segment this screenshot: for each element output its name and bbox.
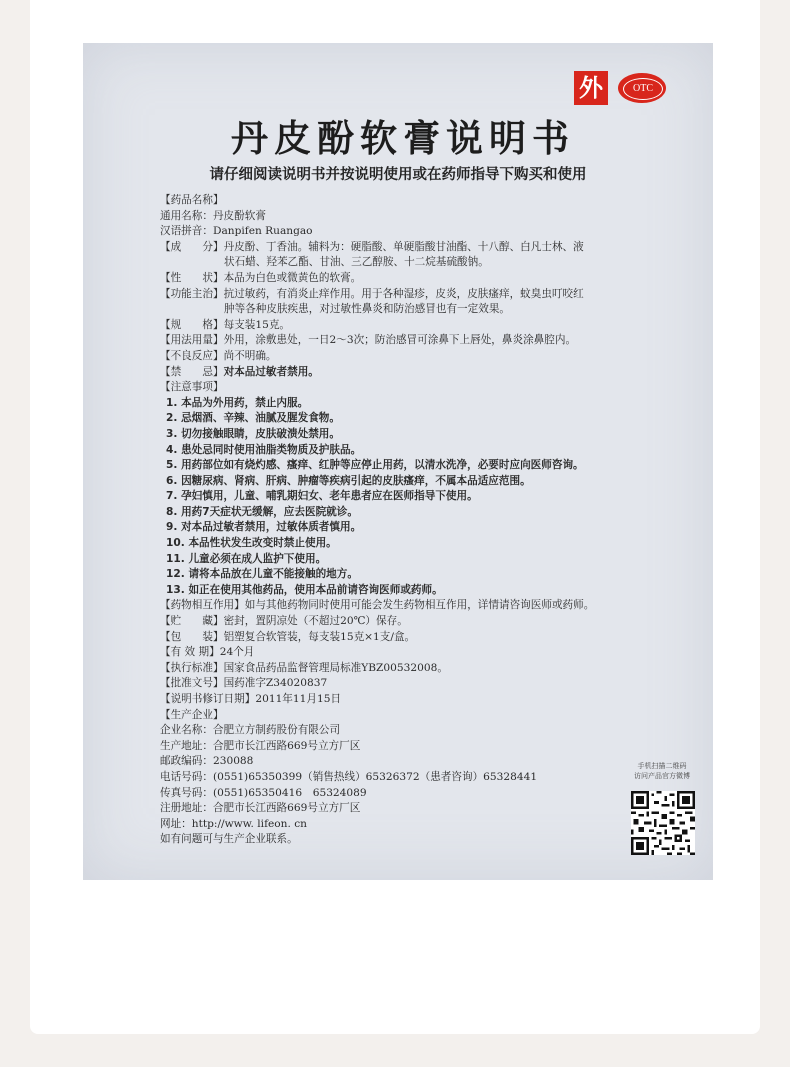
section-header-approval: 【批准文号】 <box>160 677 224 690</box>
manufacturer-line: 企业名称：合肥立方制药股份有限公司 <box>160 724 341 737</box>
ingredients-line-1: 丹皮酚、丁香油。辅料为：硬脂酸、单硬脂酸甘油酯、十八醇、白凡士林、液 <box>223 240 584 253</box>
precaution-item: 8. 用药7天症状无缓解，应去医院就诊。 <box>166 505 358 518</box>
section-header-ingredients: 【成 分】 <box>160 240 224 253</box>
package-text: 铝塑复合软管装，每支装15克×1支/盒。 <box>223 630 416 643</box>
contraindications-text: 对本品过敏者禁用。 <box>223 365 319 378</box>
indications-line-2: 肿等各种皮肤疾患，对过敏性鼻炎和防治感冒也有一定效果。 <box>224 303 511 316</box>
adverse-text: 尚不明确。 <box>223 349 277 362</box>
precaution-item: 4. 患处忌同时使用油脂类物质及护肤品。 <box>166 443 362 456</box>
document-subtitle: 请仔细阅读说明书并按说明使用或在药师指导下购买和使用 <box>209 167 587 183</box>
precaution-item: 12. 请将本品放在儿童不能接触的地方。 <box>166 568 358 581</box>
manufacturer-line: 网址：http://www. lifeon. cn <box>160 817 307 830</box>
section-header-precautions: 【注意事项】 <box>160 381 224 394</box>
qr-code-icon[interactable] <box>631 791 695 855</box>
external-use-badge: 外 <box>574 71 608 105</box>
leaflet-body <box>160 193 640 848</box>
revision-date-text: 2011年11月15日 <box>255 693 342 705</box>
qr-caption-line-1: 手机扫描二维码 <box>637 762 687 770</box>
spec-text: 每支装15克。 <box>223 318 291 331</box>
manufacturer-line: 电话号码：(0551)65350399（销售热线）65326372（患者咨询）65328441 <box>160 770 538 783</box>
pinyin-name: 汉语拼音：Danpifen Ruangao <box>160 225 313 238</box>
precaution-item: 2. 忌烟酒、辛辣、油腻及腥发食物。 <box>166 412 340 425</box>
otc-badge <box>618 73 666 103</box>
manufacturer-line: 邮政编码：230088 <box>160 755 254 768</box>
usage-text: 外用，涂敷患处，一日2～3次；防治感冒可涂鼻下上唇处，鼻炎涂鼻腔内。 <box>223 334 577 347</box>
section-header-drug-name: 【药品名称】 <box>160 194 224 206</box>
precaution-item: 3. 切勿接触眼睛，皮肤破溃处禁用。 <box>166 427 340 440</box>
section-header-storage: 【贮 藏】 <box>160 615 224 628</box>
qr-caption <box>627 761 697 781</box>
storage-text: 密封，置阴凉处（不超过20℃）保存。 <box>223 615 408 628</box>
section-header-package: 【包 装】 <box>160 630 224 643</box>
precaution-item: 1. 本品为外用药，禁止内服。 <box>166 396 309 409</box>
precaution-item: 11. 儿童必须在成人监护下使用。 <box>166 552 327 565</box>
interactions-text: 如与其他药物同时使用可能会发生药物相互作用，详情请咨询医师或药师。 <box>244 599 595 612</box>
instruction-leaflet <box>83 43 713 880</box>
ingredients-line-2: 状石蜡、羟苯乙酯、甘油、三乙醇胺、十二烷基硫酸钠。 <box>224 256 489 269</box>
indications-line-1: 抗过敏药，有消炎止痒作用。用于各种湿疹，皮炎，皮肤瘙痒，蚊臭虫叮咬红 <box>223 287 584 300</box>
approval-text: 国药准字Z34020837 <box>223 677 328 690</box>
manufacturer-line: 传真号码：(0551)65350416 65324089 <box>160 786 367 799</box>
section-header-interactions: 【药物相互作用】 <box>160 599 245 612</box>
standard-text: 国家食品药品监督管理局标准YBZ00532008。 <box>223 661 448 674</box>
generic-name: 通用名称：丹皮酚软膏 <box>160 209 266 222</box>
precaution-item: 6. 因糖尿病、肾病、肝病、肿瘤等疾病引起的皮肤瘙痒，不属本品适应范围。 <box>166 474 531 487</box>
section-header-revision-date: 【说明书修订日期】 <box>160 693 256 705</box>
precaution-item: 10. 本品性状发生改变时禁止使用。 <box>166 537 337 550</box>
validity-text: 24个月 <box>219 646 255 659</box>
section-header-adverse: 【不良反应】 <box>160 349 224 362</box>
precaution-item: 13. 如正在使用其他药品，使用本品前请咨询医师或药师。 <box>166 583 443 596</box>
section-header-spec: 【规 格】 <box>160 318 224 331</box>
section-header-usage: 【用法用量】 <box>160 334 224 347</box>
section-header-indications: 【功能主治】 <box>160 287 224 300</box>
section-header-properties: 【性 状】 <box>160 271 224 284</box>
manufacturer-line: 生产地址：合肥市长江西路669号立方厂区 <box>160 739 361 752</box>
otc-label: OTC <box>623 78 663 100</box>
section-header-contraindications: 【禁 忌】 <box>160 365 224 378</box>
section-header-validity: 【有 效 期】 <box>160 646 220 659</box>
document-title: 丹皮酚软膏说明书 <box>231 117 575 160</box>
manufacturer-line: 如有问题可与生产企业联系。 <box>160 833 298 846</box>
qr-caption-line-2: 访问产品官方微博 <box>634 772 690 780</box>
properties-text: 本品为白色或微黄色的软膏。 <box>223 271 362 284</box>
precaution-item: 9. 对本品过敏者禁用，过敏体质者慎用。 <box>166 521 362 534</box>
manufacturer-line: 注册地址：合肥市长江西路669号立方厂区 <box>160 802 361 815</box>
section-header-manufacturer: 【生产企业】 <box>160 708 224 721</box>
section-header-standard: 【执行标准】 <box>160 661 224 674</box>
precaution-item: 5. 用药部位如有烧灼感、瘙痒、红肿等应停止用药，以清水洗净，必要时应向医师咨询。 <box>166 459 584 472</box>
precaution-item: 7. 孕妇慎用，儿童、哺乳期妇女、老年患者应在医师指导下使用。 <box>166 490 478 503</box>
